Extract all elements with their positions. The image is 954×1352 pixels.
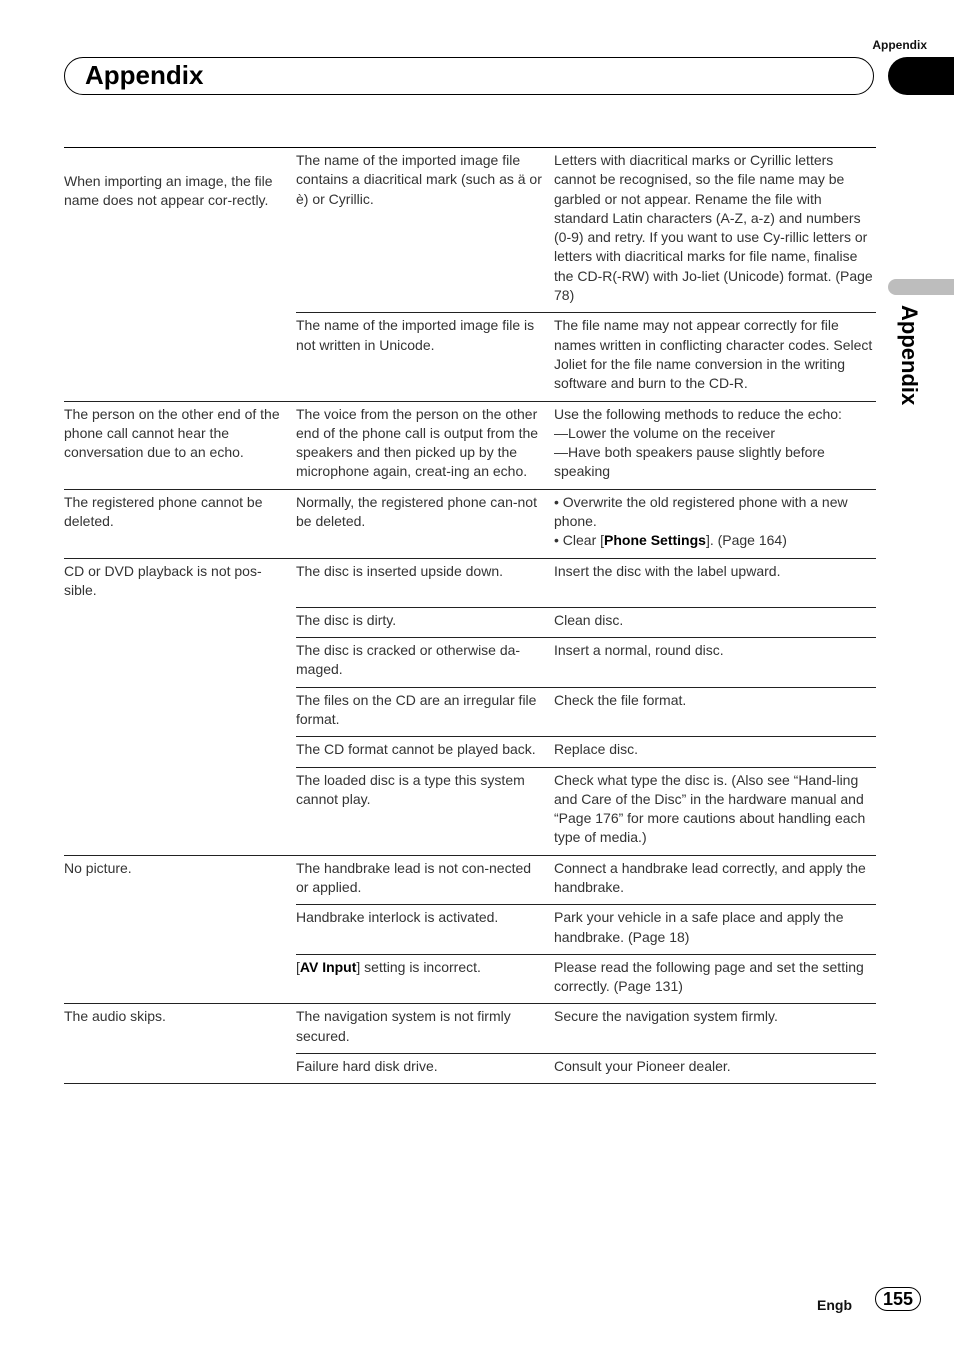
symptom-cell [64, 954, 296, 1004]
troubleshooting-table [64, 147, 876, 1084]
symptom-cell: The audio skips. [64, 1004, 296, 1054]
table-row [64, 489, 876, 558]
cause-cell: [AV Input] setting is incorrect. [296, 954, 554, 1004]
action-cell [554, 489, 876, 558]
action-line: —Have both speakers pause slightly before speaking [554, 444, 825, 480]
side-tab-label: Appendix [897, 305, 922, 406]
action-cell: Consult your Pioneer dealer. [554, 1054, 876, 1084]
cause-cell: The navigation system is not firmly secured. [296, 1004, 554, 1054]
symptom-cell [64, 1054, 296, 1084]
symptom-cell: The person on the other end of the phone call cannot hear the conversation due to an echo. [64, 401, 296, 489]
running-head: Appendix [872, 38, 927, 52]
action-cell [554, 401, 876, 489]
table-row [64, 855, 876, 905]
cause-cell: The CD format cannot be played back. [296, 737, 554, 767]
action-cell: Check what type the disc is. (Also see “Hand-ling and Care of the Disc” in the hardware manual and “Page 176” for more cautions about handling each type of media.) [554, 767, 876, 855]
footer-language: Engb [817, 1297, 852, 1313]
table-row [64, 767, 876, 855]
table-row [64, 905, 876, 955]
symptom-cell: When importing an image, the file name does not appear cor-rectly. [64, 148, 296, 313]
cause-cell: The files on the CD are an irregular file format. [296, 687, 554, 737]
cause-cell: The disc is inserted upside down. [296, 558, 554, 607]
table-row [64, 1054, 876, 1084]
symptom-cell [64, 313, 296, 401]
action-cell: Letters with diacritical marks or Cyrillic letters cannot be recognised, so the file name may be garbled or not appear. Rename the file with standard Latin characters (A-Z, a-z) and numbers (0-9) and retry. If you want to use Cy-rillic letters or letters with diacritical marks for file name, finalise the CD-R(-RW) with Jo-liet (Unicode) format. (Page 78) [554, 148, 876, 313]
section-tab-marker [888, 279, 954, 295]
symptom-cell: The registered phone cannot be deleted. [64, 489, 296, 558]
action-line: Use the following methods to reduce the echo: [554, 405, 842, 422]
symptom-cell [64, 607, 296, 637]
cause-cell: The name of the imported image file is not written in Unicode. [296, 313, 554, 401]
menu-name: AV Input [299, 958, 357, 975]
cause-cell: The voice from the person on the other end of the phone call is output from the speakers and then picked up by the microphone again, creat-ing an echo. [296, 401, 554, 489]
action-cell: Please read the following page and set the setting correctly. (Page 131) [554, 954, 876, 1004]
cause-cell: The disc is cracked or otherwise da-maged. [296, 638, 554, 688]
action-cell: Connect a handbrake lead correctly, and apply the handbrake. [554, 855, 876, 905]
symptom-cell: CD or DVD playback is not pos-sible. [64, 558, 296, 607]
cause-cell: The loaded disc is a type this system cannot play. [296, 767, 554, 855]
table-row [64, 687, 876, 737]
action-cell: Clean disc. [554, 607, 876, 637]
action-cell: Insert a normal, round disc. [554, 638, 876, 688]
page-number: 155 [875, 1287, 921, 1311]
cause-cell: The handbrake lead is not con-nected or applied. [296, 855, 554, 905]
table-row [64, 638, 876, 688]
table-row [64, 313, 876, 401]
cause-cell: Handbrake interlock is activated. [296, 905, 554, 955]
symptom-cell [64, 638, 296, 688]
action-cell: Replace disc. [554, 737, 876, 767]
section-title-bar [64, 57, 874, 95]
table-row [64, 148, 876, 313]
action-line: • Overwrite the old registered phone with a new phone. [554, 493, 848, 530]
table-row [64, 607, 876, 637]
table-row [64, 558, 876, 607]
symptom-cell [64, 687, 296, 737]
menu-name: Phone Settings [604, 532, 706, 549]
cause-cell: Normally, the registered phone can-not be deleted. [296, 489, 554, 558]
symptom-cell [64, 737, 296, 767]
action-cell: Park your vehicle in a safe place and apply the handbrake. (Page 18) [554, 905, 876, 955]
symptom-cell: No picture. [64, 855, 296, 905]
action-cell: Check the file format. [554, 687, 876, 737]
table-row [64, 954, 876, 1004]
symptom-cell [64, 767, 296, 855]
cause-cell: The name of the imported image file contains a diacritical mark (such as ä or è) or Cyrillic. [296, 148, 554, 313]
action-cell: Secure the navigation system firmly. [554, 1004, 876, 1054]
table-row [64, 737, 876, 767]
action-line: • Clear [Phone Settings]. (Page 164) [554, 532, 787, 549]
action-cell: The file name may not appear correctly for file names written in conflicting character codes. Select Joliet for the file name conversion in the writing software and burn to the CD-R. [554, 313, 876, 401]
action-line: —Lower the volume on the receiver [554, 424, 775, 441]
page-title: Appendix [85, 60, 204, 90]
table-row [64, 401, 876, 489]
table-row [64, 1004, 876, 1054]
cause-cell: The disc is dirty. [296, 607, 554, 637]
cause-cell: Failure hard disk drive. [296, 1054, 554, 1084]
action-cell: Insert the disc with the label upward. [554, 558, 876, 607]
chapter-tab-marker [888, 57, 954, 95]
symptom-cell [64, 905, 296, 955]
